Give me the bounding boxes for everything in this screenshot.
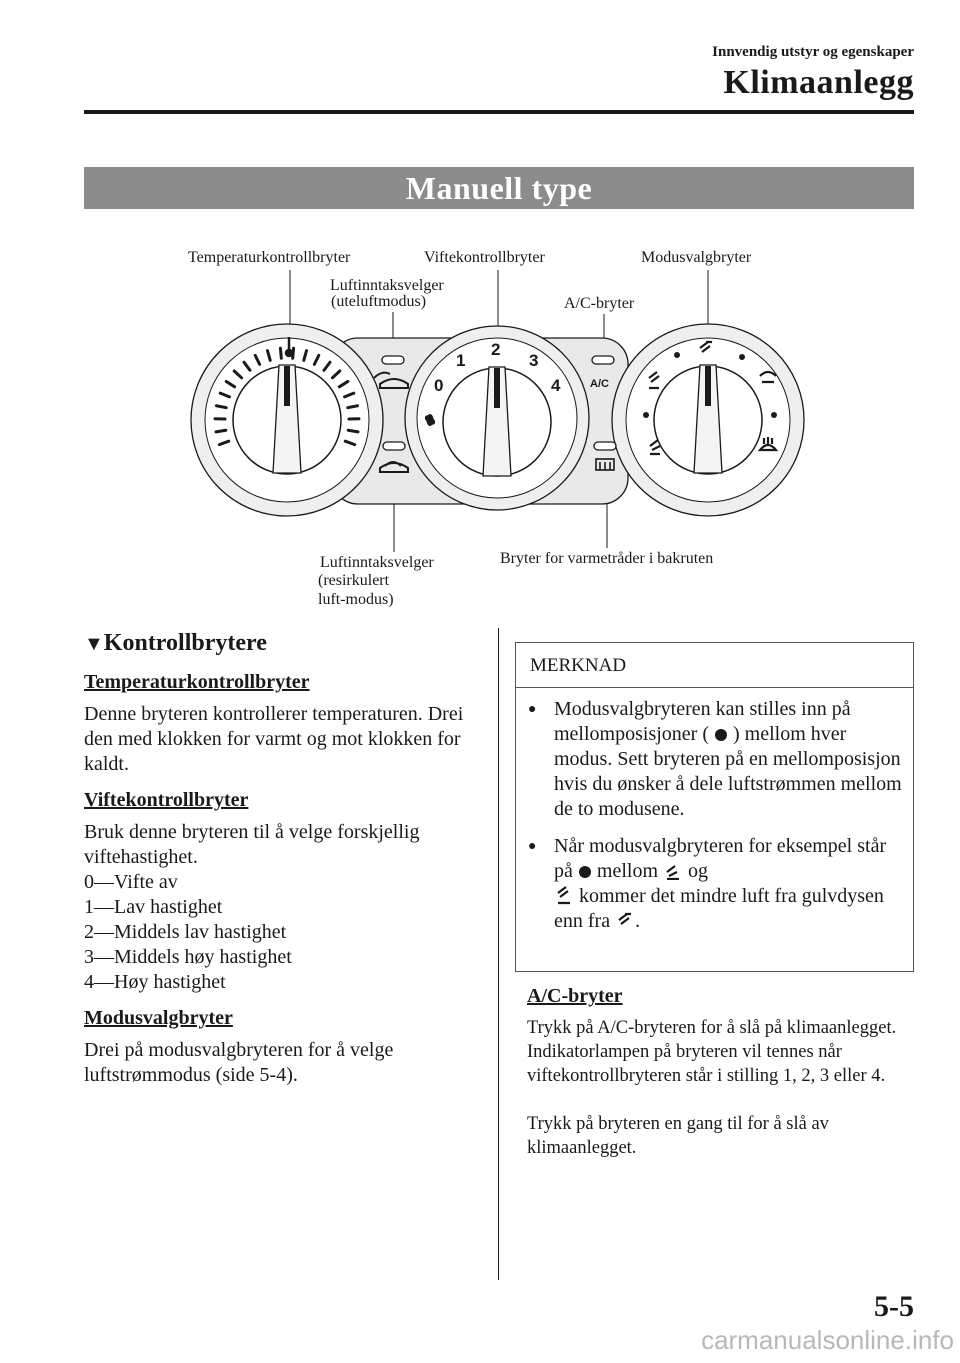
fan-speed-4: 4 [551,376,561,395]
column-divider [498,628,499,1280]
ac-switch-text-off: Trykk på bryteren en gang til for å slå av klimaanlegget. [527,1114,829,1158]
mode-knob[interactable] [654,365,762,474]
left-column [84,630,479,1100]
right-column [527,985,917,1172]
temperature-tick [216,406,226,408]
note-box [515,642,914,972]
label-temperature-switch: Temperaturkontrollbryter [188,249,351,266]
header-rule [84,110,914,114]
label-rear-defrost: Bryter for varmetråder i bakruten [500,550,714,567]
temperature-tick [216,430,226,432]
floor-mode-icon [663,860,683,880]
fan-speed-item: 2—Middels lav hastighet [84,921,287,943]
fan-speed-1: 1 [456,351,466,370]
label-fan-switch: Viftekontrollbryter [424,249,545,266]
fan-switch-text: Bruk denne bryteren til å velge forskjellig viftehastighet. 0—Vifte av 1—Lav hastighet 2—Middels lav hastighet 3—Middels høy hastighet 4—Høy hastighet [84,820,479,995]
intermediate-position-dot-icon [715,729,727,741]
temperature-switch-text: Denne bryteren kontrollerer temperaturen. Drei den med klokken for varmt og mot klokken for kaldt. [84,703,464,775]
temperature-tick [348,406,358,408]
triangle-marker-icon: ▼ [84,633,104,655]
temperature-tick [280,348,281,358]
label-intake-recirc-2: (resirkulert [318,572,390,589]
chapter-label: Innvendig utstyr og egenskaper [712,44,914,60]
label-mode-switch: Modusvalgbryter [641,249,752,266]
note-title: MERKNAD [530,655,627,676]
fan-speed-item: 1—Lav hastighet [84,896,223,918]
watermark: carmanualsonline.info [701,1325,954,1355]
page-title: Klimaanlegg [723,64,914,101]
temperature-tick [348,430,358,432]
ac-switch-text: Trykk på A/C-bryteren for å slå på klimaanlegget. Indikatorlampen på bryteren vil tennes når viftekontrollbryteren står i stilling 1, 2, 3 eller 4. [527,1018,897,1086]
ac-switch-heading: A/C-bryter [527,985,623,1007]
climate-control-diagram [0,230,960,620]
label-intake-recirc-1: Luftinntaksvelger [320,554,434,571]
mode-switch-heading: Modusvalgbryter [84,1007,233,1029]
temperature-knob[interactable] [233,365,341,474]
page-number: 5-5 [874,1290,914,1323]
ac-button-label: A/C [590,378,609,390]
fan-switch-heading: Viftekontrollbryter [84,789,249,811]
label-intake-recirc-3: luft-modus) [318,591,394,608]
note-bullet: ● Modusvalgbryteren kan stilles inn på mellomposisjoner ( ) mellom hver modus. Sett bryteren på en mellomposisjon hvis du ønsker å dele luftstrømmen mellom de to modusene. [528,698,902,820]
fan-speed-2: 2 [491,340,501,359]
note-bullet: ● Når modusvalgbryteren for eksempel står på mellom og kommer det mindre luft fra gulvdysen enn fra . [528,835,887,932]
section-banner: Manuell type [84,167,914,209]
fan-speed-item: 4—Høy hastighet [84,971,226,993]
label-intake-fresh-2: (uteluftmodus) [331,293,427,310]
fan-speed-0: 0 [434,376,444,395]
label-intake-fresh-1: Luftinntaksvelger [330,277,444,294]
label-ac-switch: A/C-bryter [564,295,635,312]
temperature-switch-heading: Temperaturkontrollbryter [84,671,310,693]
bilevel-mode-icon [554,885,574,905]
vent-mode-icon [615,910,635,930]
fan-knob[interactable] [443,367,551,476]
fan-speed-item: 3—Middels høy hastighet [84,946,292,968]
mode-switch-text: Drei på modusvalgbryteren for å velge luftstrømmodus (side 5-4). [84,1039,394,1086]
intermediate-position-dot-icon [579,866,591,878]
fan-speed-3: 3 [529,351,539,370]
section-heading: ▼Kontrollbrytere [84,630,267,656]
fan-speed-item: 0—Vifte av [84,871,178,893]
